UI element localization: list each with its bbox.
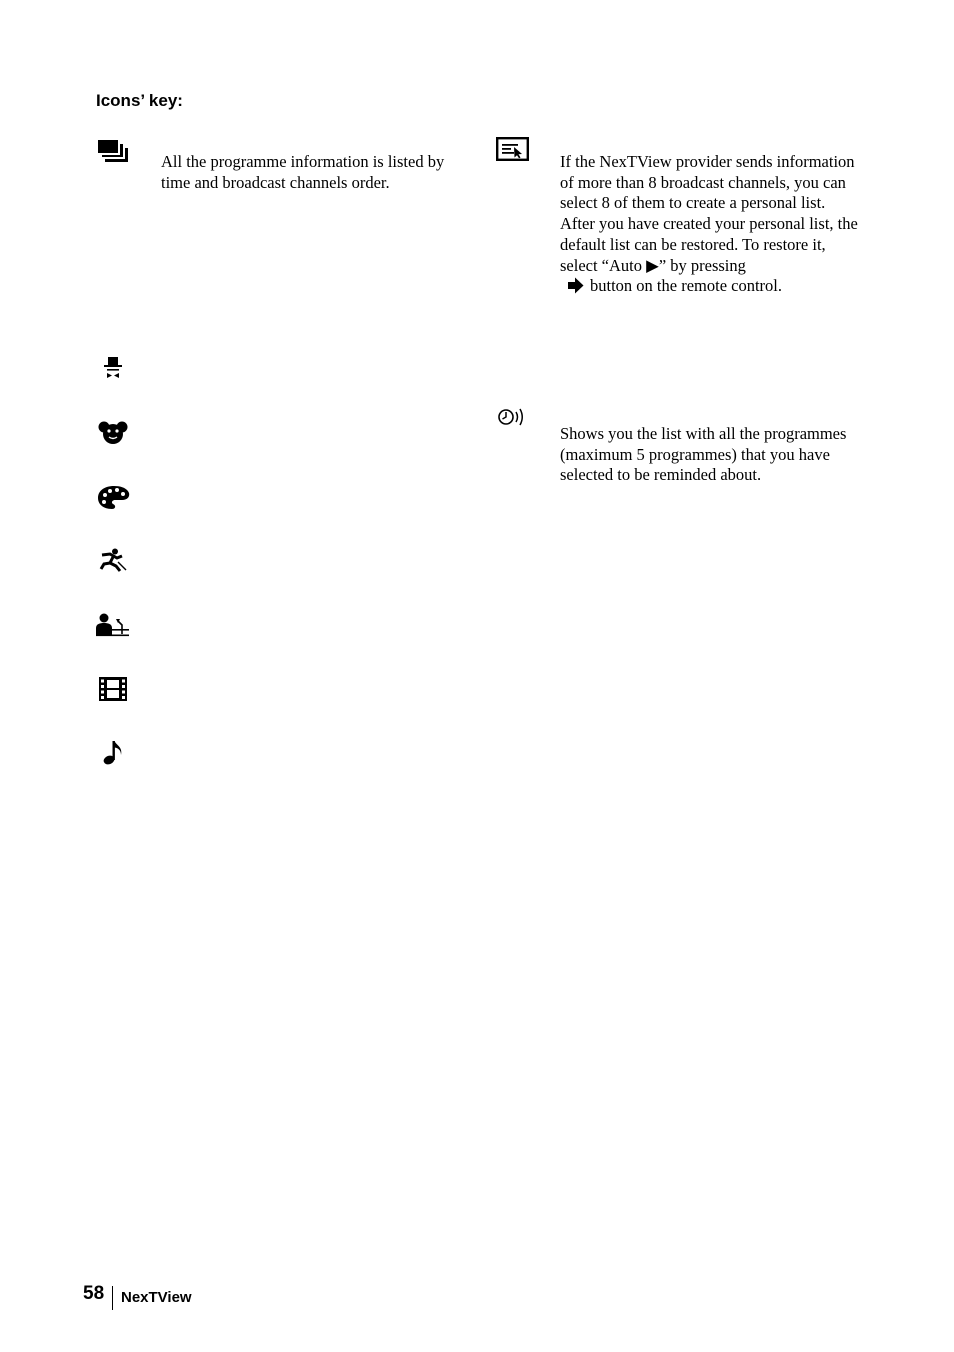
personal-list-icon — [496, 137, 529, 161]
magician-icon — [101, 356, 125, 380]
all-programmes-description: All the programme information is listed by time and broadcast channels order. — [161, 152, 445, 192]
music-icon — [103, 740, 125, 766]
movie-icon — [99, 677, 127, 701]
page-number: 58 — [83, 1283, 105, 1304]
arts-icon — [98, 485, 130, 511]
all-programmes-icon — [98, 140, 128, 164]
personal-list-text-end: button on the remote control. — [590, 276, 782, 296]
section-title: NexTView — [121, 1289, 192, 1306]
page-heading: Icons’ key: — [96, 91, 183, 110]
personal-list-text: If the NexTView provider sends information of more than 8 broadcast channels, you can select 8 of them to create a personal list. After you have created your personal list, the default list can be restored. To restore it, select “Auto ▶” by pressing — [560, 152, 858, 275]
personal-list-description — [560, 152, 860, 297]
reminder-icon — [497, 406, 527, 428]
reminder-description: Shows you the list with all the programmes (maximum 5 programmes) that you have selected to be reminded about. — [560, 424, 847, 485]
sports-icon — [98, 548, 128, 572]
children-icon — [98, 420, 128, 446]
footer-divider — [112, 1286, 113, 1310]
news-icon — [96, 613, 130, 637]
arrow-button-icon — [567, 277, 584, 294]
